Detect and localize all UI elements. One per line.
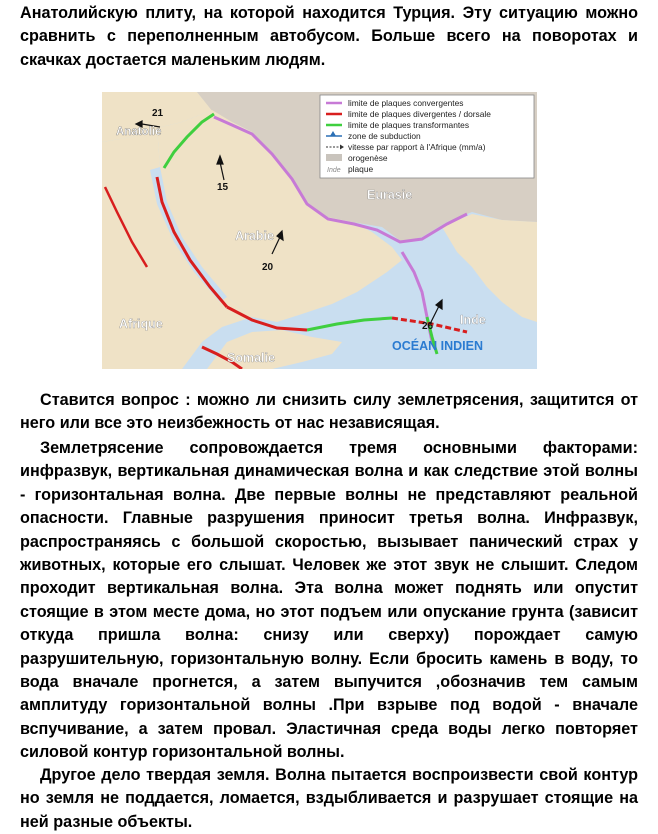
velocity-26: 26 — [422, 321, 434, 332]
label-anatolie: Anatolie — [116, 126, 162, 138]
velocity-21: 21 — [152, 108, 164, 119]
legend-transform: limite de plaques transformantes — [348, 120, 470, 130]
map-legend — [320, 95, 534, 178]
label-ocean: OCÉAN INDIEN — [392, 339, 483, 353]
legend-velocity: vitesse par rapport à l'Afrique (mm/a) — [348, 142, 486, 152]
label-eurasie: Eurasie — [367, 188, 413, 202]
legend-plate: plaque — [348, 164, 374, 174]
paragraph-solid-earth: Другое дело твердая земля. Волна пытается воспроизвести свой контур но земля не поддается, ломается, вздыбливается и разрушает стоящие на ней разные объекты. — [20, 766, 638, 831]
paragraph-waves: Землетрясение сопровождается тремя основными факторами: инфразвук, вертикальная динамическая волна и как следствие этой волны - горизонтальная волна. Две первые волны не представляют реальной опасности. Главные разрушения приносит третья волна. Инфразвук, распространяясь с большой скоростью, вызывает панический страх у животных, которые его слышат. Человек же этот звук не слышит. Следом проходит вертикальная волна. Эта волна может поднять или опустит стоящие в этом месте дома, но этот подъем или опускание грунта (зависит откуда пришла волна: снизу или сверху) порождает самую разрушительную, горизонтальную волну. Если бросить камень в воду, то вода вначале прогнется, а затем выпучится ,обозначив тем самым амплитуду горизонтальной волны .При взрыве под водой - вначале вспучивание, а затем провал. Эластичная среда воды легко повторяет силовой контур горизонтальной волны. — [20, 439, 638, 762]
tectonic-map — [102, 92, 537, 369]
paragraph-question: Ставится вопрос : можно ли снизить силу землетрясения, защитится от него или все это неизбежность от нас независящая. — [20, 391, 638, 433]
legend-plate-swatch: Inde — [327, 167, 341, 174]
intro-paragraph: Анатолийскую плиту, на которой находится Турция. Эту ситуацию можно сравнить с переполненным автобусом. Больше всего на поворотах и скачках достается маленьким людям. — [20, 4, 638, 69]
legend-convergent: limite de plaques convergentes — [348, 98, 464, 108]
legend-divergent: limite de plaques divergentes / dorsale — [348, 109, 491, 119]
velocity-20: 20 — [262, 262, 274, 273]
label-inde: Inde — [460, 313, 486, 327]
legend-subduction: zone de subduction — [348, 131, 421, 141]
legend-orogenese: orogenèse — [348, 153, 388, 163]
label-somalie: Somalie — [227, 351, 275, 365]
velocity-15: 15 — [217, 182, 229, 193]
label-arabie: Arabie — [235, 229, 274, 243]
label-afrique: Afrique — [119, 317, 163, 331]
